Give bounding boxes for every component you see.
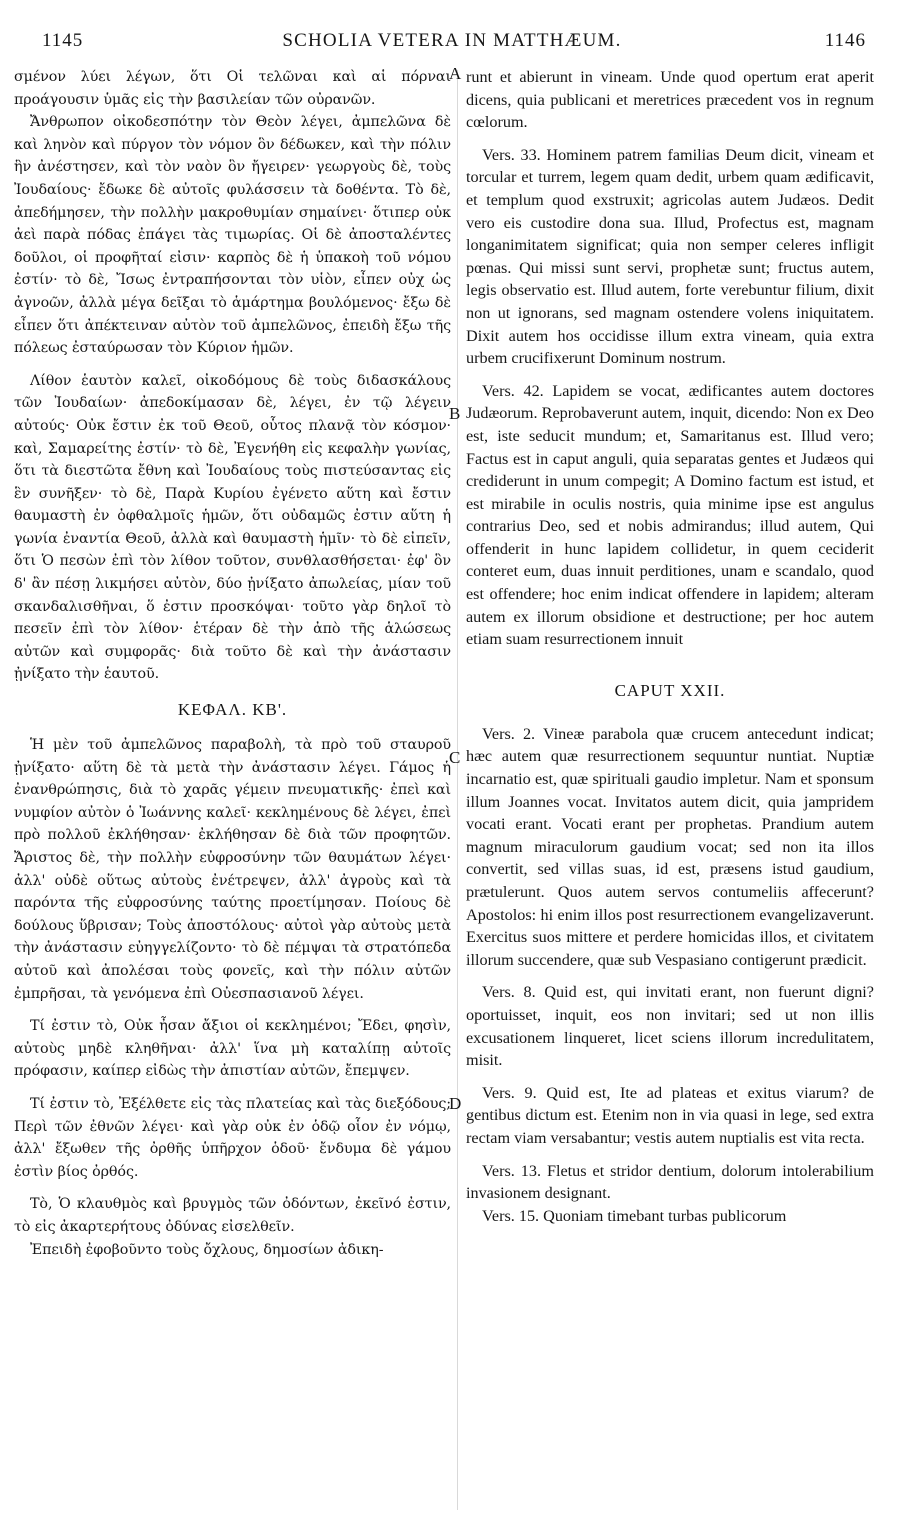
latin-paragraph: Vers. 2. Vineæ parabola quæ crucem antecedunt indicat; hæc autem quæ resurrectionem sequuntur nuntiat. Nuptiæ incarnatio est, quæ spirituali gaudio impletur. Nam et sponsum illum Joannes vocat. Invitatos autem dicit, quia jampridem vocati erant. Vocati erant per prophetas. Prandium autem magnum miraculorum gaudium vocat; sed non ita illos convertit, sed villas suas, id est, præsens istud gaudium, prætulerunt. Quos autem servos contumeliis affecerunt? Apostolos: hi enim illos post resurrectionem evangelizaverunt. Exercitus suos mittere et perdere homicidas illos, et civitatem illorum succendere, quæ sub Vespasiano contigerunt prædicit. [466,724,874,969]
column-divider [457,70,458,1510]
latin-chapter-heading: CAPUT XXII. [614,680,726,700]
page-number-right: 1146 [824,30,866,51]
greek-column [14,66,451,1540]
greek-paragraph: Τὸ, Ὁ κλαυθμὸς καὶ βρυγμὸς τῶν ὀδόντων, ἐκεῖνό ἐστιν, τὸ εἰς ἀκαρτερήτους ὀδύνας εἰσελθεῖν. [14,1196,451,1235]
latin-paragraph: Vers. 15. Quoniam timebant turbas publicorum [482,1206,787,1225]
latin-paragraph: Vers. 13. Fletus et stridor dentium, dolorum intolerabilium invasionem designant. [466,1161,874,1203]
page-header [30,30,874,62]
latin-paragraph: Vers. 33. Hominem patrem familias Deum dicit, vineam et torcular et turrem, legem quam dedit, urbem quam ædificavit, et templum quod exstruxit; agricolas autem Judæos. Dedit vero eis custodire dona sua. Illud, Profectus est, magnam longanimitatem significat; quia non semper celeres infligit pœnas. Qui missi sunt servi, prophetæ sunt; fructus autem, legis observatio est. Illud autem, forte verebuntur filium, dixit non ut ignorans, sed magnam ostendere volens iniquitatem. Dixit autem hos occidisse illum extra vineam, quia extra urbem crucifixerunt Dominum nostrum. [466,145,874,368]
latin-column [466,66,874,1540]
section-marker-a: A [449,64,462,83]
latin-paragraph: Vers. 42. Lapidem se vocat, ædificantes autem doctores Judæorum. Reprobaverunt autem, inquit, dicendo: Non ex Deo est, iste seducit mundum; et, Samaritanus est. Illud vero; Factus est in caput anguli, quia separatas gentes et Judæos qui crediderunt in unum compegit; A Domino factum est istud, et est mirabile in oculis nostris, quia minime ipse est angulus contrarius Deo, sed et nobis admirandus; illud autem, Qui offenderit in hunc lapidem collidetur, in quem ceciderit conteret eum, duas innuit perditiones, unam e scandalo, quod est offendere; hoc enim indicat offendere in lapidem; alteram autem ex illorum obsidione et destructione; per hoc autem etiam suam resurrectionem innuit [466,381,874,649]
running-title: SCHOLIA VETERA IN MATTHÆUM. [282,30,622,51]
greek-paragraph: Τί ἐστιν τὸ, Ἐξέλθετε εἰς τὰς πλατείας καὶ τὰς διεξόδους; Περὶ τῶν ἐθνῶν λέγει· καὶ γὰρ οὐκ ἐν ὁδῷ οἷον ἐν νόμῳ, ἀλλ' ἔξωθεν τῆς ὀρθῆς ὑπῆρχον ὁδοῦ· ἔνδυμα δὲ γάμου ἐστὶν βίος ὀρθός. [14,1095,451,1180]
section-marker-b: B [449,404,461,423]
latin-paragraph: runt et abierunt in vineam. Unde quod opertum erat aperit dicens, quia publicani et meretrices præcedent vos in regnum cœlorum. [466,68,874,132]
greek-chapter-heading: ΚΕΦΑΛ. ΚΒ'. [177,700,288,720]
section-marker-d: D [449,1094,462,1113]
greek-paragraph: Ἐπειδὴ ἐφοβοῦντο τοὺς ὄχλους, δημοσίων ἀδικη- [30,1241,384,1258]
section-marker-c: C [449,748,461,767]
latin-paragraph: Vers. 8. Quid est, qui invitati erant, non fuerunt digni? oportuisset, inquit, eos non invitari; sed ut non illis excusationem linqueret, licet sciens illorum incredulitatem, misit. [466,983,874,1070]
greek-paragraph: Ἄνθρωπον οἰκοδεσπότην τὸν Θεὸν λέγει, ἀμπελῶνα δὲ καὶ ληνὸν καὶ πύργον τὸν νόμον ὃν δέδωκεν, καὶ τὴν πόλιν ἣν ἀνέστησεν, καὶ τὸν ναὸν ὃν ἤγειρεν· γεωργοὺς δὲ, τοὺς Ἰουδαίους· ἔδωκε δὲ αὐτοῖς φυλάσσειν τὰ δοθέντα. Τὸ δὲ, ἀπεδήμησεν, τὴν πολλὴν μακροθυμίαν σημαίνει· ὅτιπερ οὐκ ἀεὶ παρὰ πόδας ἐπάγει τὰς τιμωρίας. Οἱ δὲ ἀποσταλέντες δοῦλοι, οἱ προφῆταί εἰσιν· καρπὸς δὲ ἡ ὑπακοὴ τοῦ νόμου ἐστίν· τὸ δὲ, Ἴσως ἐντραπήσονται τὸν υἱὸν, εἶπεν οὐχ ὡς ἀγνοῶν, ἀλλὰ μέγα δεῖξαι τὸ ἁμάρτημα βουλόμενος· ἔξω δὲ εἶπεν ὅτι ἀπέκτειναν αὐτὸν τοῦ ἀμπελῶνος, ἐπειδὴ ἔξω τῆς πόλεως ἐσταύρωσαν τὸν Κύριον ἡμῶν. [14,114,451,357]
greek-paragraph: Τί ἐστιν τὸ, Οὐκ ἦσαν ἄξιοι οἱ κεκλημένοι; Ἔδει, φησὶν, αὐτοὺς μηδὲ κληθῆναι· ἀλλ' ἵνα μὴ καταλίπῃ αὐτοῖς πρόφασιν, καίπερ εἰδὼς τὴν ἀπιστίαν αὐτῶν, ἔπεμψεν. [14,1018,451,1080]
latin-paragraph: Vers. 9. Quid est, Ite ad plateas et exitus viarum? de gentibus dictum est. Etenim non in via quasi in lege, sed extra rectam viam versabantur; vestis autem nuptialis est vita recta. [466,1083,874,1147]
greek-paragraph: Ἡ μὲν τοῦ ἀμπελῶνος παραβολὴ, τὰ πρὸ τοῦ σταυροῦ ᾐνίξατο· αὕτη δὲ τὰ μετὰ τὴν ἀνάστασιν λέγει. Γάμος ἡ ἐνανθρώπησις, διὰ τὸ χαρᾶς γέμειν πνευματικῆς· ἐπεὶ καὶ νυμφίον αὐτὸν ὁ Ἰωάννης καλεῖ· κεκλημένους δὲ λέγει, ἐπεὶ πρὸ πολλοῦ ἐκλήθησαν· ἐκλήθησαν δὲ διὰ τῶν προφητῶν. Ἄριστος δὲ, τὴν πολλὴν εὐφροσύνην τῶν θαυμάτων λέγει· ἀλλ' οὐδὲ οὕτως αὐτοὺς ἐνέτρεψεν, ἀλλ' ἀγροὺς καὶ τὰ παρόντα τῆς εὐφροσύνης ταύτης προετίμησαν. Ποίους δὲ δούλους ὕβρισαν; Τοὺς ἀποστόλους· αὐτοὶ γὰρ αὐτοὺς μετὰ τὴν ἀνάστασιν εὐηγγελίζοντο· τὸ δὲ πέμψαι τὰ στρατόπεδα αὐτοῦ καὶ ἀπολέσαι τοὺς φονεῖς, καὶ τὴν πόλιν αὐτῶν ἐμπρῆσαι, τὰ γενόμενα ἐπὶ Οὐεσπασιανοῦ λέγει. [14,737,451,1002]
greek-paragraph: σμένον λύει λέγων, ὅτι Οἱ τελῶναι καὶ αἱ πόρναι προάγουσιν ὑμᾶς εἰς τὴν βασιλείαν τῶν οὐρανῶν. [14,69,451,108]
greek-paragraph: Λίθον ἑαυτὸν καλεῖ, οἰκοδόμους δὲ τοὺς διδασκάλους τῶν Ἰουδαίων· ἀπεδοκίμασαν δὲ, λέγει, ἐν τῷ λέγειν αὐτούς· Οὐκ ἔστιν ἐκ τοῦ Θεοῦ, οὗτος πλανᾷ τὸν κόσμον· καὶ, Σαμαρείτης ἐστίν· τὸ δὲ, Ἐγενήθη εἰς κεφαλὴν γωνίας, ὅτι τὰ διεστῶτα ἔθνη καὶ Ἰουδαίους τοὺς πιστεύσαντας εἰς ἓν συνῆξεν· τὸ δὲ, Παρὰ Κυρίου ἐγένετο αὕτη καὶ ἔστιν θαυμαστὴ ἐν ὀφθαλμοῖς ἡμῶν, ὅτι οὐδαμῶς ἐστιν αὕτη ἡ γωνία ἐναντία Θεοῦ, ἀλλὰ καὶ θαυμαστὴ ἡμῖν· τὸ δὲ εἰπεῖν, ὅτι Ὁ πεσὼν ἐπὶ τὸν λίθον τοῦτον, συνθλασθήσεται· ἐφ' ὃν δ' ἂν πέσῃ λικμήσει αὐτὸν, δύο ᾐνίξατο ἀπωλείας, μίαν τοῦ σκανδαλισθῆναι, ὅ ἐστιν προσκόψαι· τοῦτο γὰρ δηλοῖ τὸ πεσεῖν ἐπὶ τὸν λίθον· ἑτέραν δὲ τὴν ἀπὸ τῆς ἁλώσεως αὐτῶν καὶ συμφορᾶς· διὰ τοῦτο δὲ καὶ τὴν ἀνάστασιν ᾐνίξατο τὴν ἑαυτοῦ. [14,372,451,683]
page-number-left: 1145 [42,30,84,51]
